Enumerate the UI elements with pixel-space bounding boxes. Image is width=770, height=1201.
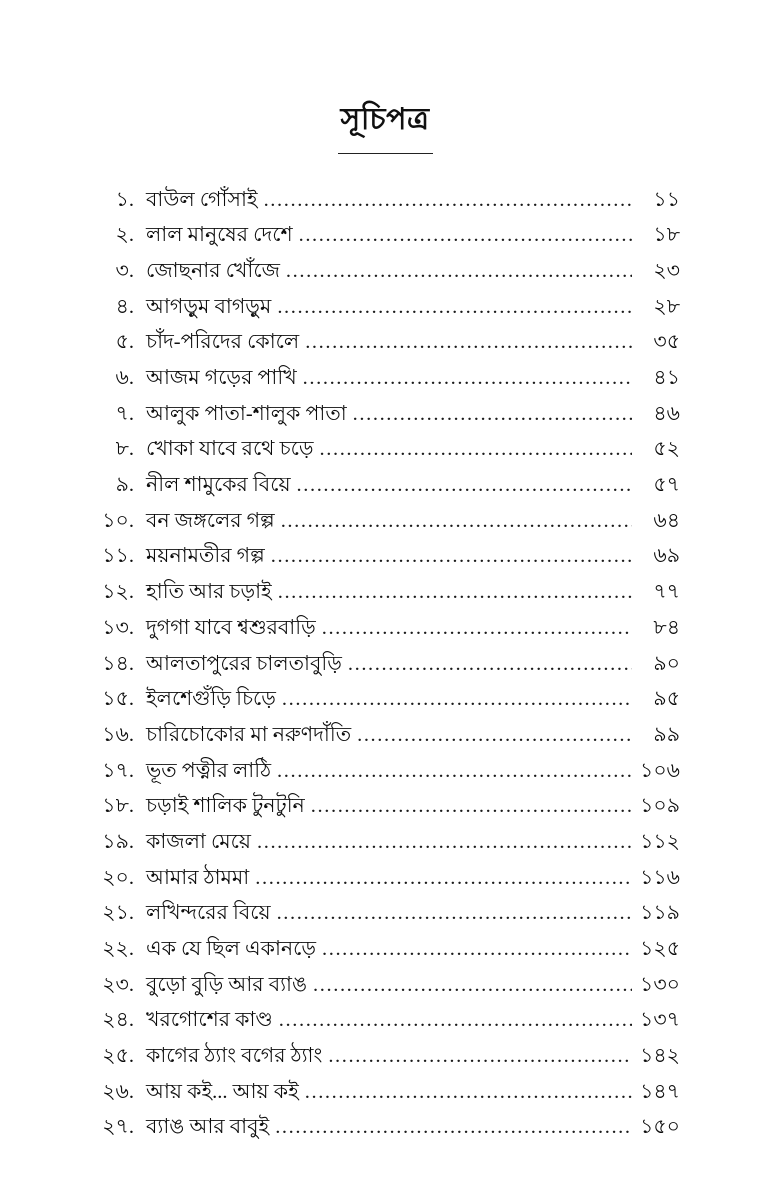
toc-entry-title: লাল মানুষের দেশে	[146, 224, 293, 247]
toc-entry-title: কাগের ঠ্যাং বগের ঠ্যাং	[146, 1045, 323, 1068]
toc-entry-number: ২৬.	[102, 1080, 134, 1103]
table-of-contents-list	[0, 154, 770, 1146]
toc-entry-title: খরগোশের কাণ্ড	[146, 1009, 273, 1032]
toc-leader-dots	[322, 939, 632, 960]
toc-entry-page-number: ৬৯	[653, 545, 680, 568]
toc-entry-page-number: ৩৫	[653, 331, 680, 354]
toc-entry-page-number: ১৮	[653, 224, 680, 247]
list-item[interactable]	[92, 575, 680, 611]
toc-leader-dots	[303, 368, 632, 389]
toc-entry-number: ১৩.	[102, 616, 134, 639]
toc-leader-dots	[264, 190, 632, 211]
list-item[interactable]	[92, 1074, 680, 1110]
toc-entry-number: ১৫.	[102, 688, 134, 711]
toc-leader-dots	[299, 225, 632, 246]
list-item[interactable]	[92, 896, 680, 932]
toc-entry-title: আলুক পাতা-শালুক পাতা	[146, 402, 347, 425]
toc-leader-dots	[348, 654, 632, 675]
list-item[interactable]	[92, 1039, 680, 1075]
toc-leader-dots	[255, 868, 632, 889]
toc-entry-number: ৪.	[115, 295, 134, 318]
toc-entry-title: নীল শামুকের বিয়ে	[146, 474, 291, 497]
toc-entry-title: চারিচোকোর মা নরুণদাঁতি	[146, 723, 352, 746]
toc-leader-dots	[328, 1046, 632, 1067]
toc-entry-number: ২৪.	[102, 1009, 134, 1032]
toc-entry-number: ২০.	[102, 866, 134, 889]
toc-entry-number: ১.	[115, 188, 134, 211]
toc-entry-number: ১১.	[102, 545, 134, 568]
toc-leader-dots	[282, 689, 632, 710]
toc-entry-title: ভূত পত্নীর লাঠি	[146, 759, 272, 782]
toc-entry-page-number: ১৪৭	[640, 1080, 680, 1103]
list-item[interactable]	[92, 503, 680, 539]
list-item[interactable]	[92, 253, 680, 289]
list-item[interactable]	[92, 325, 680, 361]
toc-leader-dots	[275, 1117, 632, 1138]
toc-entry-page-number: ২৮	[653, 295, 680, 318]
toc-entry-title: দুগগা যাবে শ্বশুরবাড়ি	[146, 616, 316, 639]
toc-entry-page-number: ৪৬	[653, 402, 680, 425]
toc-entry-page-number: ১০৬	[640, 759, 680, 782]
toc-entry-page-number: ৯৯	[653, 723, 680, 746]
toc-entry-number: ৭.	[115, 402, 134, 425]
toc-leader-dots	[286, 261, 632, 282]
toc-entry-page-number: ১৫০	[640, 1116, 680, 1139]
list-item[interactable]	[92, 931, 680, 967]
toc-entry-number: ২.	[115, 224, 134, 247]
toc-leader-dots	[277, 297, 632, 318]
toc-entry-title: চাঁদ-পরিদের কোলে	[146, 331, 300, 354]
toc-entry-title: লখিন্দরের বিয়ে	[146, 902, 271, 925]
list-item[interactable]	[92, 468, 680, 504]
toc-leader-dots	[257, 832, 632, 853]
list-item[interactable]	[92, 432, 680, 468]
toc-entry-number: ১৯.	[102, 830, 134, 853]
toc-entry-number: ৩.	[115, 259, 134, 282]
toc-entry-page-number: ৯৫	[653, 688, 680, 711]
toc-leader-dots	[305, 1082, 632, 1103]
toc-entry-title: জোছনার খোঁজে	[146, 259, 280, 282]
toc-leader-dots	[271, 546, 632, 567]
list-item[interactable]	[92, 1003, 680, 1039]
page-title: সূচিপত্র	[0, 0, 770, 154]
toc-entry-number: ১৬.	[102, 723, 134, 746]
list-item[interactable]	[92, 610, 680, 646]
toc-leader-dots	[278, 582, 632, 603]
list-item[interactable]	[92, 396, 680, 432]
toc-leader-dots	[305, 332, 632, 353]
toc-leader-dots	[313, 975, 632, 996]
toc-entry-number: ১২.	[102, 581, 134, 604]
toc-entry-number: ১৭.	[102, 759, 134, 782]
toc-entry-number: ৮.	[115, 438, 134, 461]
toc-entry-title: আয় কই... আয় কই	[146, 1080, 299, 1103]
toc-entry-title: আজম গড়ের পাখি	[146, 367, 297, 390]
toc-entry-number: ২২.	[102, 938, 134, 961]
toc-entry-page-number: ৫২	[653, 438, 680, 461]
toc-entry-title: বুড়ো বুড়ি আর ব্যাঙ	[146, 973, 308, 996]
toc-entry-page-number: ৯০	[653, 652, 680, 675]
toc-entry-page-number: ১৪২	[640, 1045, 680, 1068]
list-item[interactable]	[92, 860, 680, 896]
toc-entry-title: এক যে ছিল একানড়ে	[146, 938, 316, 961]
toc-entry-number: ২৩.	[102, 973, 134, 996]
toc-entry-title: হাতি আর চড়াই	[146, 581, 272, 604]
toc-leader-dots	[277, 761, 632, 782]
toc-entry-page-number: ৭৭	[653, 581, 680, 604]
toc-entry-number: ১০.	[102, 509, 134, 532]
toc-entry-number: ২১.	[102, 902, 134, 925]
toc-entry-page-number: ৬৪	[653, 509, 680, 532]
list-item[interactable]	[92, 289, 680, 325]
toc-entry-title: ইলশেগুঁড়ি চিড়ে	[146, 688, 276, 711]
toc-entry-title: চড়াই শালিক টুনটুনি	[146, 795, 305, 818]
list-item[interactable]	[92, 182, 680, 218]
toc-leader-dots	[322, 618, 632, 639]
toc-entry-page-number: ১২৫	[640, 938, 680, 961]
toc-leader-dots	[357, 725, 632, 746]
list-item[interactable]	[92, 824, 680, 860]
list-item[interactable]	[92, 789, 680, 825]
toc-entry-title: ব্যাঙ আর বাবুই	[146, 1116, 270, 1139]
toc-entry-page-number: ১১	[653, 188, 680, 211]
list-item[interactable]	[92, 967, 680, 1003]
list-item[interactable]	[92, 682, 680, 718]
toc-entry-page-number: ১১৯	[640, 902, 680, 925]
toc-entry-page-number: ৫৭	[653, 474, 680, 497]
list-item[interactable]	[92, 1110, 680, 1146]
toc-entry-page-number: ১০৯	[640, 795, 680, 818]
toc-entry-title: আলতাপুরের চালতাবুড়ি	[146, 652, 342, 675]
toc-entry-number: ৬.	[115, 367, 134, 390]
toc-entry-title: বন জঙ্গলের গল্প	[146, 509, 275, 532]
toc-leader-dots	[311, 796, 632, 817]
toc-entry-number: ৯.	[115, 474, 134, 497]
toc-entry-number: ২৫.	[102, 1045, 134, 1068]
toc-entry-page-number: ১৩৭	[640, 1009, 680, 1032]
toc-entry-page-number: ১৩০	[640, 973, 680, 996]
toc-entry-title: কাজলা মেয়ে	[146, 830, 251, 853]
toc-leader-dots	[277, 903, 632, 924]
toc-leader-dots	[297, 475, 632, 496]
toc-entry-number: ১৮.	[102, 795, 134, 818]
toc-entry-title: খোকা যাবে রথে চড়ে	[146, 438, 314, 461]
toc-entry-page-number: ১১৬	[640, 866, 680, 889]
toc-leader-dots	[320, 439, 632, 460]
toc-entry-title: ময়নামতীর গল্প	[146, 545, 265, 568]
list-item[interactable]	[92, 539, 680, 575]
list-item[interactable]	[92, 717, 680, 753]
toc-entry-page-number: ৮৪	[653, 616, 680, 639]
list-item[interactable]	[92, 360, 680, 396]
toc-entry-page-number: ১১২	[640, 830, 680, 853]
list-item[interactable]	[92, 646, 680, 682]
toc-entry-page-number: ৪১	[653, 367, 680, 390]
list-item[interactable]	[92, 218, 680, 254]
toc-entry-number: ২৭.	[102, 1116, 134, 1139]
toc-leader-dots	[353, 404, 632, 425]
toc-entry-page-number: ২৩	[653, 259, 680, 282]
toc-entry-number: ১৪.	[102, 652, 134, 675]
toc-entry-number: ৫.	[115, 331, 134, 354]
toc-entry-title: বাউল গোঁসাই	[146, 188, 258, 211]
toc-leader-dots	[281, 511, 632, 532]
toc-entry-title: আমার ঠাম‌মা	[146, 866, 250, 889]
list-item[interactable]	[92, 753, 680, 789]
toc-entry-title: আগড়ুম বাগড়ুম	[146, 295, 272, 318]
toc-leader-dots	[279, 1010, 632, 1031]
